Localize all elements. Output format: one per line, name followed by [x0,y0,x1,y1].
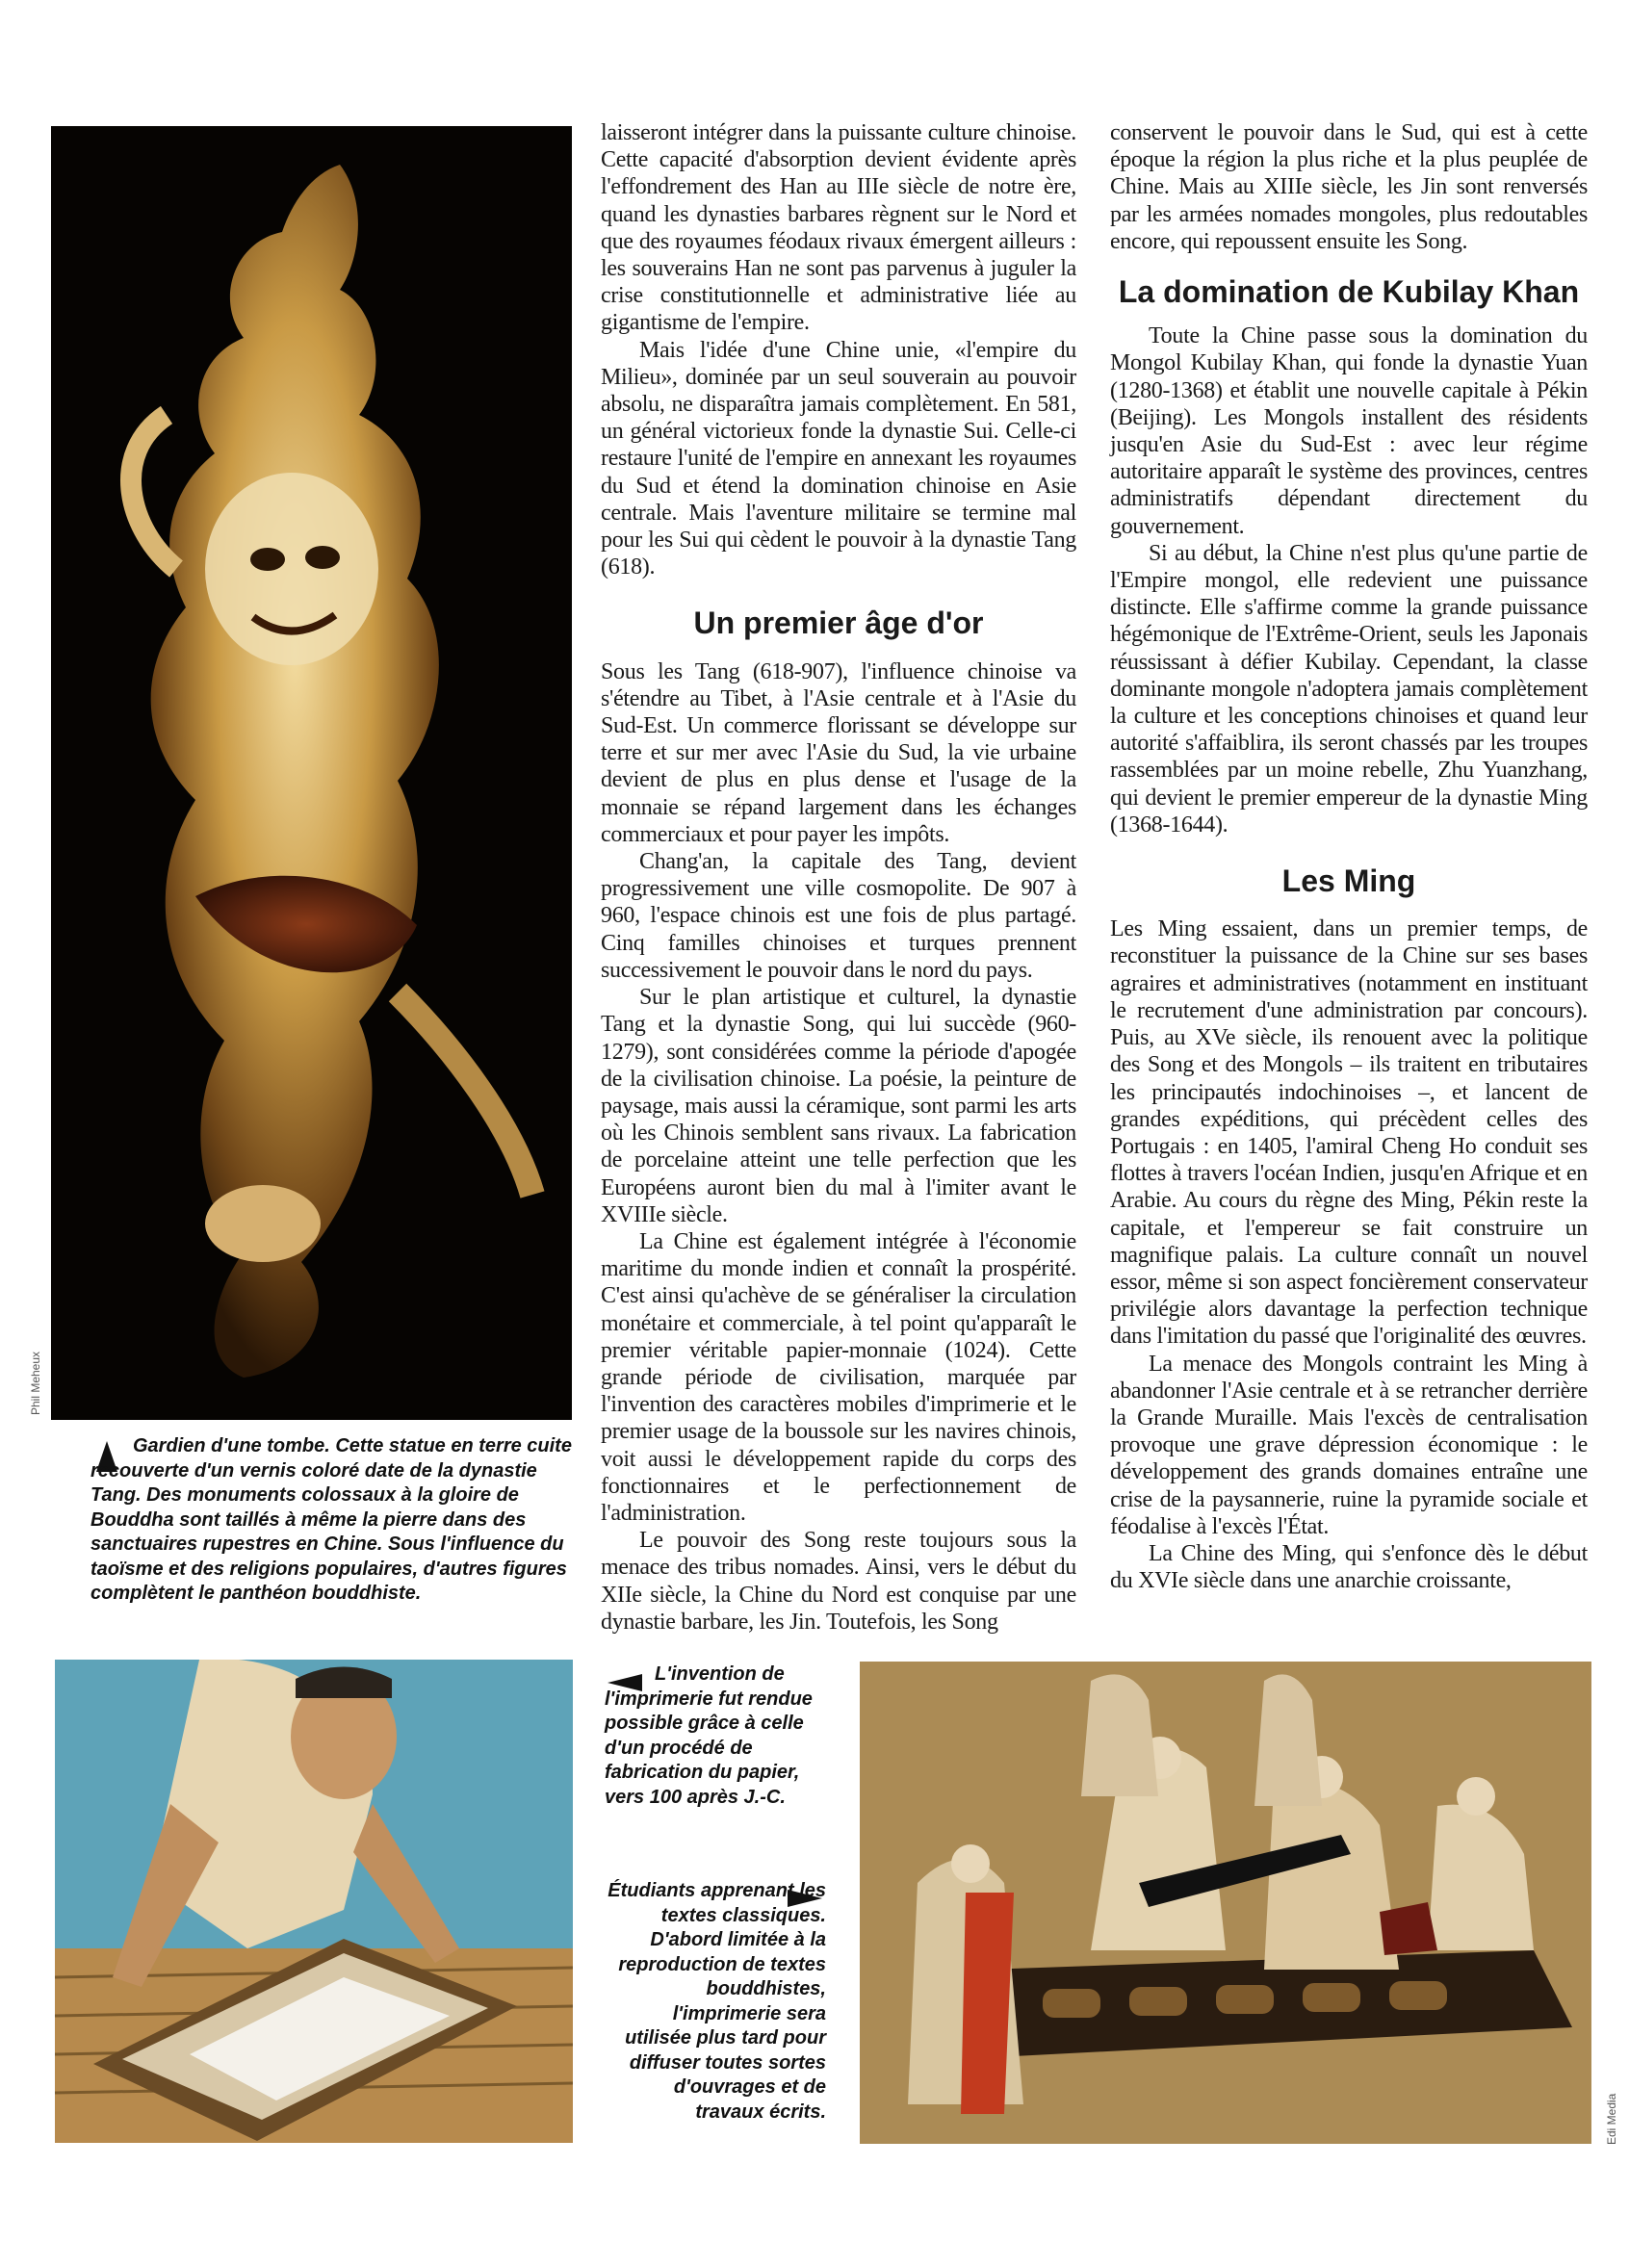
painting-credit: Edi Media [1605,2093,1618,2145]
heading-les-ming: Les Ming [1281,863,1416,899]
col1-para-6: La Chine est également intégrée à l'économie maritime du monde indien et connaît la prospérité. C'est ainsi qu'achève de se généraliser la circulation monétaire et commerciale, à tel point qu'apparaît le premier véritable papier-monnaie (1024). Cette grande période de civilisation, marquée par l'invention des caractères mobiles d'imprimerie et le premier usage de la boussole sur les navires chinois, voit aussi le développement rapide du corps des fonctionnaires et le perfectionnement de l'administration. [601,1228,1076,1526]
col1-para-2: Mais l'idée d'une Chine unie, «l'empire du Milieu», dominée par un seul souverain au pouvoir absolu, ne disparaîtra jamais complètement. En 581, un général victorieux fonde la dynastie Sui. Celle-ci restaure l'unité de l'empire en annexant les royaumes du Sud et étend la domination chinoise en Asie centrale. Mais l'aventure militaire se termine mal pour les Sui qui cèdent le pouvoir à la dynastie Tang (618). [601,337,1076,580]
col2-para-6: La Chine des Ming, qui s'enfonce dès le début du XVIe siècle dans une anarchie croissante, [1110,1540,1588,1594]
col2-para-2: Toute la Chine passe sous la domination du Mongol Kubilay Khan, qui fonde la dynastie Yuan (1280-1368) et établit une nouvelle capitale à Pékin (Beijing). Les Mongols installent des résidents jusqu'en Asie du Sud-Est : avec leur régime autoritaire apparaît le système des provinces, centres administratifs dépendant directement du gouvernement. [1110,323,1588,539]
students-caption: Étudiants apprenant les textes classiques. D'abord limitée à la reproduction de textes bouddhistes, l'imprimerie sera utilisée plus tard pour diffuser toutes sortes d'ouvrages et de travaux écrits. [608,1880,826,2123]
col2-para-5: La menace des Mongols contraint les Ming à abandonner l'Asie centrale et à se retrancher derrière la Grande Muraille. Mais l'excès de centralisation provoque une grave dépression économique : le développement des grands domaines entraîne une crise de la paysannerie, ruine la pyramide sociale et féodalise à l'excès l'État. [1110,1351,1588,1539]
col1-para-4: Chang'an, la capitale des Tang, devient progressivement une ville cosmopolite. De 907 à 960, l'espace chinois est une fois de plus partagé. Cinq familles chinoises et turques prennent successivement le pouvoir dans le nord du pays. [601,849,1076,983]
col1-para-5: Sur le plan artistique et culturel, la dynastie Tang et la dynastie Song, qui lui succède (960-1279), sont considérées comme la période d'apogée de la civilisation chinoise. La poésie, la peinture de paysage, mais aussi la céramique, sont parmi les arts où les Chinois semblent sans rivaux. La fabrication de porcelaine atteint une telle perfection que les Européens auront bien du mal à l'imiter avant le XVIIIe siècle. [601,985,1076,1227]
col2-para-4: Les Ming essaient, dans un premier temps, de reconstituer la puissance de la Chine sur ses bases agraires et administratives (notamment en instituant le recrutement d'une administration par concours). Puis, au XVe siècle, ils renouent avec la politique des Song et des Mongols – ils traitent en tributaires les principautés indochinoises –, et lancent de grandes expéditions, qui précèdent celles des Portugais : en 1405, l'amiral Cheng Ho conduit ses flottes à travers l'océan Indien, jusqu'en Afrique et en Arabie. Au cours du règne des Ming, Pékin reste la capitale, et l'empereur se fait construire un magnifique palais. La culture connaît un nouvel essor, même si son aspect foncièrement conservateur privilégie alors davantage la perfection technique dans l'imitation du passé que l'originalité des œuvres. [1110,916,1588,1350]
papermaking-caption: L'invention de l'imprimerie fut rendue possible grâce à celle d'un procédé de fabrication du papier, vers 100 après J.-C. [605,1663,813,1808]
statue-photo [51,126,572,1420]
col2-para-1: conservent le pouvoir dans le Sud, qui est à cette époque la région la plus riche et la plus peuplée de Chine. Mais au XIIIe siècle, les Jin sont renversés par les armées nomades mongoles, plus redoutables encore, qui repoussent ensuite les Song. [1110,120,1588,254]
students-painting [860,1662,1591,2144]
papermaking-image [55,1660,573,2143]
statue-image [51,126,572,1420]
heading-domination-kubilay: La domination de Kubilay Khan [1118,274,1580,310]
col1-para-1: laisseront intégrer dans la puissante culture chinoise. Cette capacité d'absorption devient évidente après l'effondrement des Han au IIIe siècle de notre ère, quand les dynasties barbares règnent sur le Nord et que des royaumes féodaux rivaux émergent ailleurs : les souverains Han ne sont pas parvenus à juguler la crise constitutionnelle et administrative liée au gigantisme de l'empire. [601,120,1076,336]
article-column-1 [601,119,1076,1636]
article-column-2 [1110,119,1588,1594]
heading-premier-age-or: Un premier âge d'or [693,606,984,641]
papermaking-illustration [55,1660,573,2143]
painting-image [860,1662,1591,2144]
col1-para-3: Sous les Tang (618-907), l'influence chinoise va s'étendre au Tibet, à l'Asie centrale et à l'Asie du Sud-Est. Un commerce florissant se développe sur terre et sur mer avec l'Asie du Sud, la vie urbaine devient de plus en plus dense et l'usage de la monnaie se répand largement dans les échanges commerciaux et pour payer les impôts. [601,658,1076,847]
col1-para-7: Le pouvoir des Song reste toujours sous la menace des tribus nomades. Ainsi, vers le début du XIIe siècle, la Chine du Nord est conquise par une dynastie barbare, les Jin. Toutefois, les Song [601,1528,1076,1635]
col2-para-3: Si au début, la Chine n'est plus qu'une partie de l'Empire mongol, elle redevient une puissance distincte. Elle s'affirme comme la grande puissance hégémonique de l'Extrême-Orient, seuls les Japonais réussissant à défier Kubilay. Cependant, la classe dominante mongole n'adoptera jamais complètement la culture et les conceptions chinoises et quand leur autorité s'affaiblira, ils seront chassés par les troupes rassemblées par un moine rebelle, Zhu Yuanzhang, qui devient le premier empereur de la dynastie Ming (1368-1644). [1110,540,1588,838]
statue-caption: Gardien d'une tombe. Cette statue en terre cuite recouverte d'un vernis coloré date de la dynastie Tang. Des monuments colossaux à la gloire de Bouddha sont taillés à même la pierre dans des sanctuaires rupestres en Chine. Sous l'influence du taoïsme et des religions populaires, d'autres figures complètent le panthéon bouddhiste. [90,1435,572,1604]
statue-photo-credit: Phil Meheux [29,1351,42,1415]
